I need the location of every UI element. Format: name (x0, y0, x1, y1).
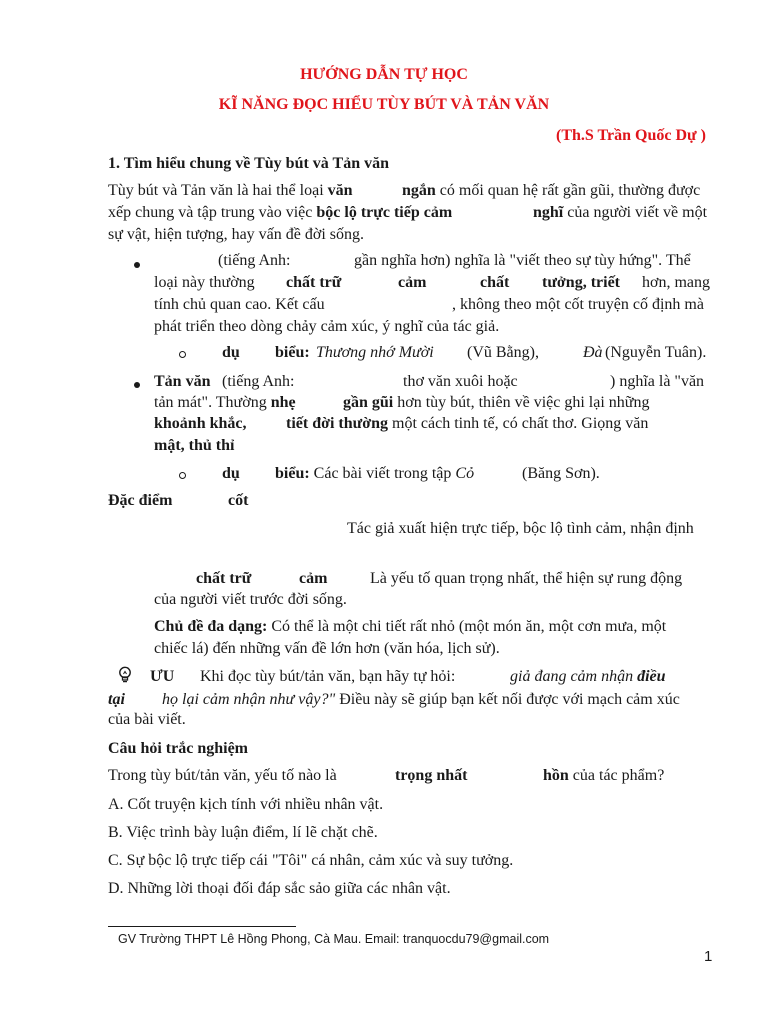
tip-text-2: giả đang cảm nhận điều (510, 668, 666, 685)
bullet2-line-1a: Tản văn (154, 373, 211, 390)
bullet2-line-1c: thơ văn xuôi hoặc (403, 373, 518, 390)
tip-text-3: tại (108, 691, 125, 708)
bullet1-example-e: Đà (583, 344, 603, 361)
bullet2-line-4: mật, thủ thỉ (154, 437, 235, 454)
quiz-option-b: B. Việc trình bày luận điểm, lí lẽ chặt chẽ. (108, 824, 378, 841)
feature-3a: Chủ đề đa dạng: Có thể là một chi tiết rất nhỏ (một món ăn, một cơn mưa, một (154, 618, 667, 635)
intro-line-2b: nghĩ của người viết về một (533, 204, 708, 221)
quiz-heading: Câu hỏi trắc nghiệm (108, 740, 248, 757)
sub-bullet-marker (179, 472, 186, 479)
bullet-marker (134, 262, 140, 268)
bullet2-line-2b: gần gũi hơn tùy bút, thiên về việc ghi lại những (343, 394, 650, 411)
bullet2-line-2a: tản mát". Thường nhẹ (154, 394, 296, 411)
bullet1-line-2a: loại này thường (154, 274, 255, 291)
tip-text-1: Khi đọc tùy bút/tản văn, bạn hãy tự hỏi: (200, 668, 456, 685)
document-title: HƯỚNG DẪN TỰ HỌC (300, 66, 468, 83)
feature-2a: chất trữ (196, 570, 252, 587)
feature-2d: của người viết trước đời sống. (154, 591, 347, 608)
bullet2-line-1b: (tiếng Anh: (222, 373, 295, 390)
page-number: 1 (704, 948, 713, 965)
bullet1-line-2f: hơn, mang (642, 274, 711, 291)
features-heading-b: cốt (228, 492, 249, 509)
tip-text-4: họ lại cảm nhận như vậy?" Điều này sẽ giúp bạn kết nối được với mạch cảm xúc (162, 691, 680, 708)
features-heading-a: Đặc điểm (108, 492, 173, 509)
bullet1-example-a: dụ (222, 344, 240, 361)
lightbulb-icon (118, 666, 132, 684)
bullet1-line-2e: tưởng, triết (542, 274, 620, 291)
intro-line-1: Tùy bút và Tản văn là hai thể loại văn (108, 182, 353, 199)
bullet2-line-3b: tiết đời thường một cách tinh tế, có chất thơ. Giọng văn (286, 415, 649, 432)
bullet1-line-3a: tính chủ quan cao. Kết cấu (154, 296, 325, 313)
bullet2-line-1d: ) nghĩa là "văn (610, 373, 705, 390)
document-subtitle: KĨ NĂNG ĐỌC HIỂU TÙY BÚT VÀ TẢN VĂN (218, 96, 550, 113)
feature-2b: cảm (299, 570, 328, 587)
bullet2-line-3a: khoảnh khắc, (154, 415, 247, 432)
intro-line-3: sự vật, hiện tượng, hay vấn đề đời sống. (108, 226, 365, 243)
sub-bullet-marker (179, 351, 186, 358)
quiz-option-c: C. Sự bộc lộ trực tiếp cái "Tôi" cá nhân, cảm xúc và suy tưởng. (108, 852, 514, 869)
bullet2-example-b: biểu: Các bài viết trong tập Cỏ (275, 465, 475, 482)
section-heading: 1. Tìm hiểu chung về Tùy bút và Tản văn (108, 155, 389, 172)
quiz-option-a: A. Cốt truyện kịch tính với nhiều nhân vật. (108, 796, 384, 813)
bullet1-example-f: (Nguyễn Tuân). (605, 344, 707, 361)
quiz-question-b: trọng nhất (395, 767, 468, 784)
author-credit: (Th.S Trần Quốc Dự ) (556, 127, 706, 144)
tip-label: ƯU (150, 668, 175, 685)
quiz-option-d: D. Những lời thoại đối đáp sắc sảo giữa các nhân vật. (108, 880, 451, 897)
bullet1-example-d: (Vũ Bằng), (467, 344, 539, 361)
bullet2-example-e: (Băng Sơn). (522, 465, 600, 482)
bullet1-line-2d: chất (480, 274, 510, 291)
bullet1-line-3b: , không theo một cốt truyện cố định mà (452, 296, 704, 313)
quiz-question-c: hồn của tác phẩm? (543, 767, 665, 784)
intro-line-1b: ngắn có mối quan hệ rất gần gũi, thường được (402, 182, 701, 199)
intro-line-2: xếp chung và tập trung vào việc bộc lộ trực tiếp cảm (108, 204, 453, 221)
bullet2-example-a: dụ (222, 465, 240, 482)
bullet1-line-1a: (tiếng Anh: (218, 252, 291, 269)
footer-text: GV Trường THPT Lê Hồng Phong, Cà Mau. Email: tranquocdu79@gmail.com (118, 932, 550, 946)
bullet1-example-c: Thương nhớ Mười (316, 344, 434, 361)
quiz-question-a: Trong tùy bút/tản văn, yếu tố nào là (108, 767, 337, 784)
bullet1-line-2c: cảm (398, 274, 427, 291)
bullet1-line-1b: gần nghĩa hơn) nghĩa là "viết theo sự tùy hứng". Thể (354, 252, 691, 269)
bullet1-line-2b: chất trữ (286, 274, 342, 291)
bullet-marker (134, 382, 140, 388)
feature-2c: Là yếu tố quan trọng nhất, thể hiện sự rung động (370, 570, 683, 587)
feature-3c: chiếc lá) đến những vấn đề lớn hơn (văn hóa, lịch sử). (154, 640, 500, 657)
bullet1-line-4: phát triển theo dòng chảy cảm xúc, ý nghĩ của tác giả. (154, 318, 500, 335)
footnote-separator (108, 926, 296, 927)
tip-text-5: của bài viết. (108, 711, 186, 728)
feature-1: Tác giả xuất hiện trực tiếp, bộc lộ tình cảm, nhận định (347, 520, 694, 537)
bullet1-example-b: biểu: (275, 344, 310, 361)
